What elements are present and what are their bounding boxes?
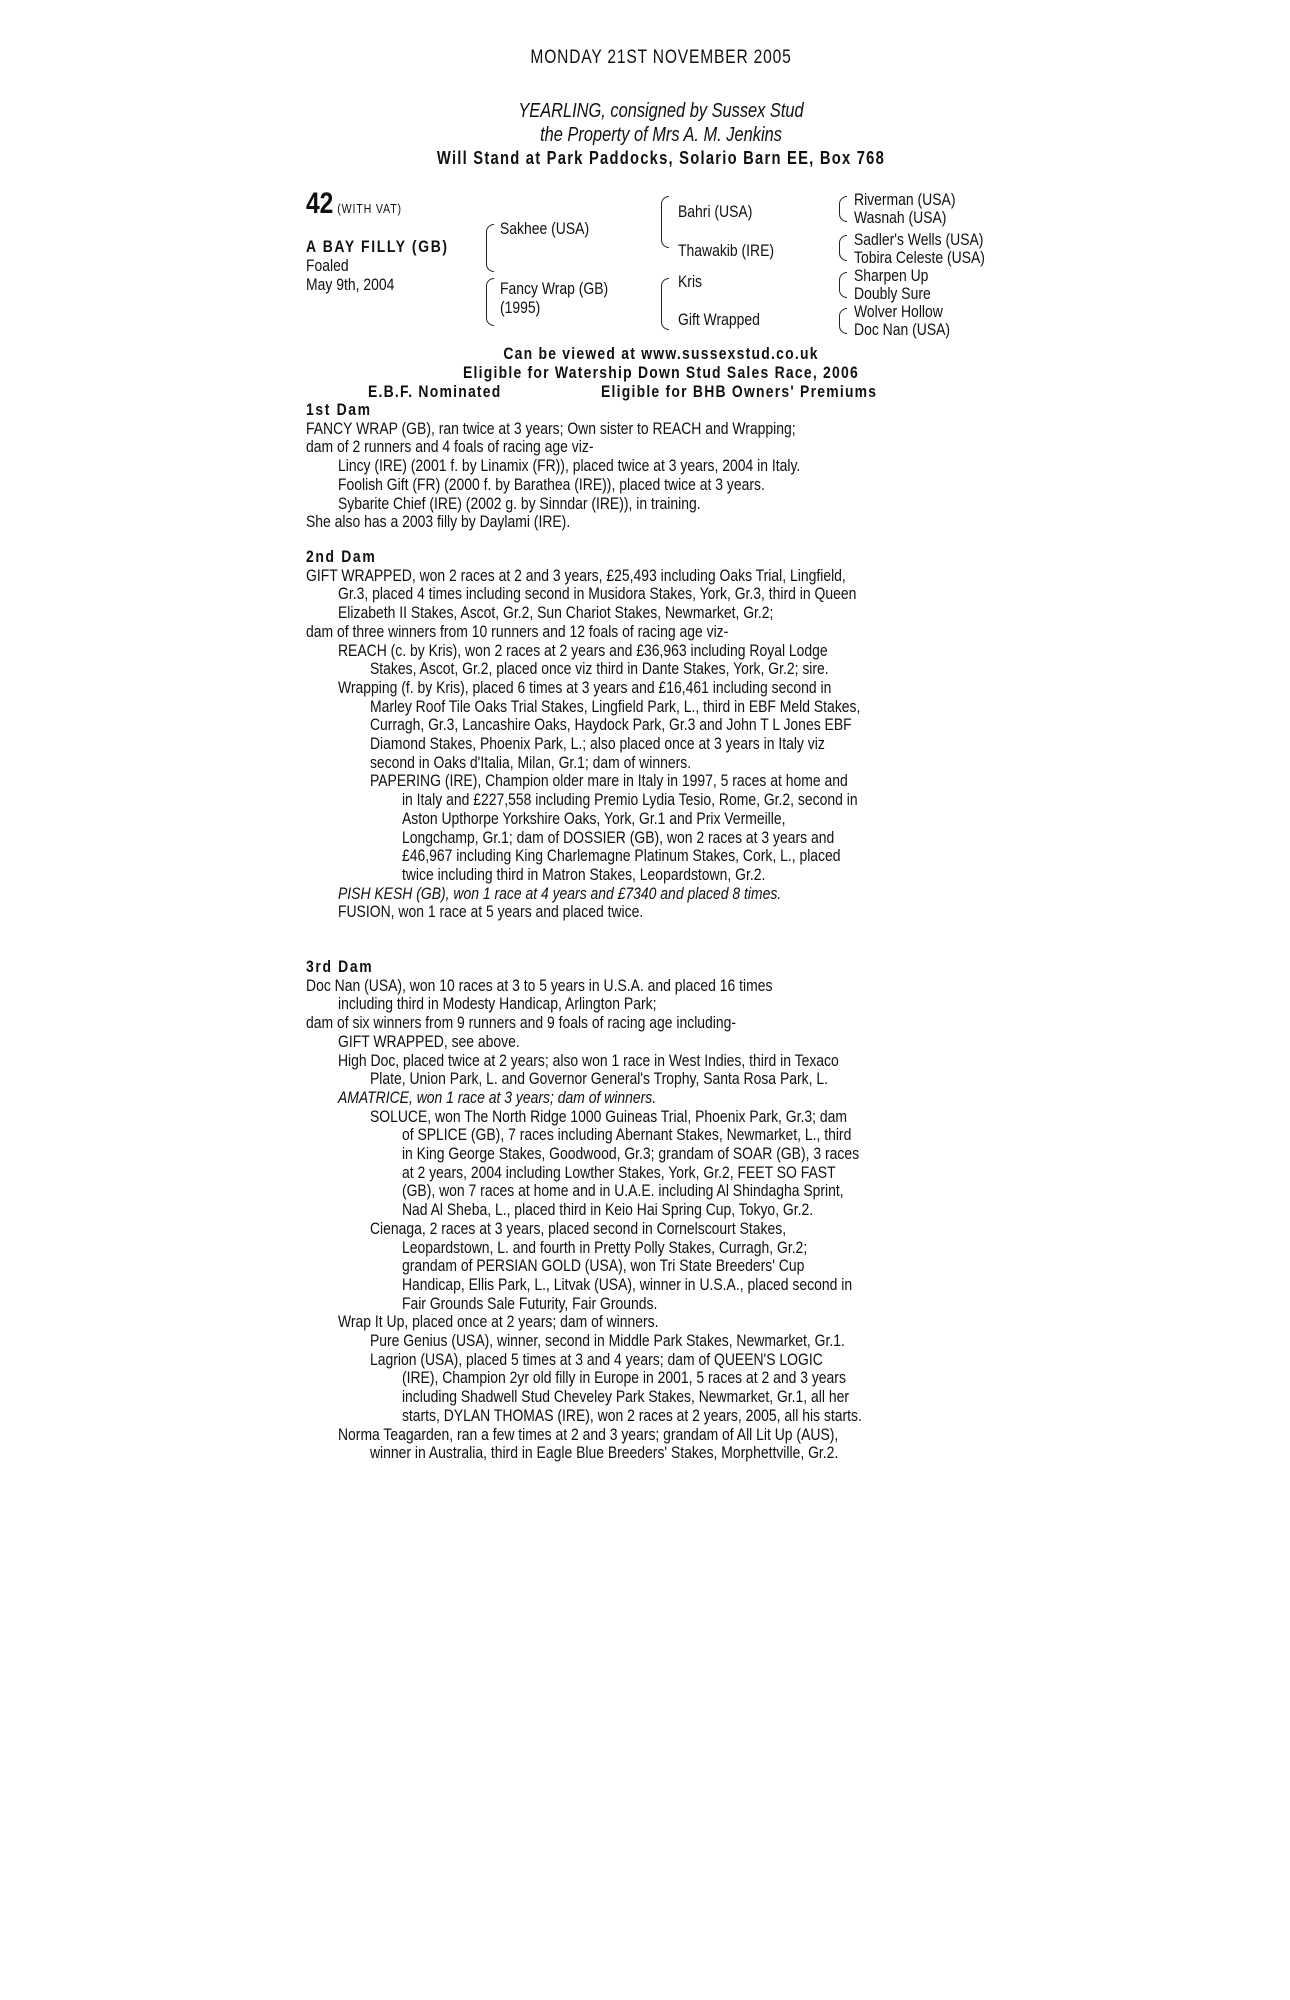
bracket-sd — [839, 235, 847, 261]
second-dam-heading: 2nd Dam — [306, 547, 377, 566]
dam-year: (1995) — [500, 298, 541, 317]
third-dam-line: SOLUCE, won The North Ridge 1000 Guineas Trial, Phoenix Park, Gr.3; dam — [369, 1106, 848, 1126]
sd-sire: Sadler's Wells (USA) — [854, 230, 984, 249]
third-dam-heading: 3rd Dam — [306, 957, 374, 976]
third-dam-line: starts, DYLAN THOMAS (IRE), won 2 races at 2 years, 2005, all his starts. — [401, 1405, 862, 1425]
bracket-sire — [486, 224, 494, 272]
ds-dam: Doubly Sure — [854, 284, 931, 303]
third-dam-line: at 2 years, 2004 including Lowther Stakes, York, Gr.2, FEET SO FAST — [401, 1162, 836, 1182]
third-dam-line: Wrap It Up, placed once at 2 years; dam of winners. — [337, 1312, 659, 1332]
second-dam-line: Gr.3, placed 4 times including second in Musidora Stakes, York, Gr.3, third in Queen — [337, 584, 857, 604]
bracket-dam — [486, 278, 494, 326]
second-dam-line: PISH KESH (GB), won 1 race at 4 years and £7340 and placed 8 times. — [337, 883, 782, 903]
eligible-watership: Eligible for Watership Down Stud Sales Race, 2006 — [463, 363, 859, 382]
second-dam-line: Marley Roof Tile Oaks Trial Stakes, Lingfield Park, L., third in EBF Meld Stakes, — [369, 696, 861, 716]
third-dam-line: AMATRICE, won 1 race at 3 years; dam of winners. — [337, 1087, 657, 1107]
third-dam-line: grandam of PERSIAN GOLD (USA), won Tri State Breeders' Cup — [401, 1256, 805, 1276]
viewing-note: Can be viewed at www.sussexstud.co.uk — [503, 344, 819, 363]
bhb-eligible: Eligible for BHB Owners' Premiums — [601, 382, 878, 401]
third-dam-line: Doc Nan (USA), won 10 races at 3 to 5 years in U.S.A. and placed 16 times — [306, 975, 773, 995]
bracket-ss — [839, 196, 847, 222]
consignment-line-1: YEARLING, consigned by Sussex Stud — [518, 100, 804, 122]
third-dam-line: Lagrion (USA), placed 5 times at 3 and 4 years; dam of QUEEN'S LOGIC — [369, 1349, 823, 1369]
vat-label: (WITH VAT) — [337, 201, 402, 216]
third-dam-line: including third in Modesty Handicap, Arlington Park; — [337, 994, 657, 1014]
third-dam-line: Pure Genius (USA), winner, second in Middle Park Stakes, Newmarket, Gr.1. — [369, 1331, 845, 1351]
bracket-dd — [839, 308, 847, 334]
bracket-dam-line — [661, 278, 669, 330]
third-dam-line: Leopardstown, L. and fourth in Pretty Polly Stakes, Curragh, Gr.2; — [401, 1237, 808, 1257]
third-dam-line: Nad Al Sheba, L., placed third in Keio Hai Spring Cup, Tokyo, Gr.2. — [401, 1200, 814, 1220]
lot-title: A BAY FILLY (GB) — [306, 237, 449, 256]
sire-sire: Bahri (USA) — [678, 202, 753, 221]
second-dam-line: in Italy and £227,558 including Premio Lydia Tesio, Rome, Gr.2, second in — [401, 790, 858, 810]
sd-dam: Tobira Celeste (USA) — [854, 248, 985, 267]
third-dam-section — [306, 958, 1019, 1463]
dam-name: Fancy Wrap (GB) — [500, 279, 609, 298]
first-dam-section — [306, 401, 1019, 532]
second-dam-line: FUSION, won 1 race at 5 years and placed twice. — [337, 902, 644, 922]
third-dam-line: GIFT WRAPPED, see above. — [337, 1031, 520, 1051]
second-dam-line: Wrapping (f. by Kris), placed 6 times at 3 years and £16,461 including second in — [337, 677, 832, 697]
sire-dam: Thawakib (IRE) — [678, 241, 775, 260]
second-dam-line: Curragh, Gr.3, Lancashire Oaks, Haydock Park, Gr.3 and John T L Jones EBF — [369, 715, 852, 735]
first-dam-line: FANCY WRAP (GB), ran twice at 3 years; Own sister to REACH and Wrapping; — [306, 418, 796, 438]
dam-dam: Gift Wrapped — [678, 310, 760, 329]
foaled-date: May 9th, 2004 — [306, 275, 395, 294]
lot-number-row — [306, 187, 402, 220]
third-dam-line: Fair Grounds Sale Futurity, Fair Grounds. — [401, 1293, 658, 1313]
dd-dam: Doc Nan (USA) — [854, 320, 951, 339]
second-dam-line: twice including third in Matron Stakes, Leopardstown, Gr.2. — [401, 864, 766, 884]
ss-sire: Riverman (USA) — [854, 190, 956, 209]
dd-sire: Wolver Hollow — [854, 302, 943, 321]
second-dam-line: GIFT WRAPPED, won 2 races at 2 and 3 years, £25,493 including Oaks Trial, Lingfield, — [306, 565, 846, 585]
third-dam-line: winner in Australia, third in Eagle Blue Breeders' Stakes, Morphettville, Gr.2. — [369, 1443, 839, 1463]
second-dam-line: PAPERING (IRE), Champion older mare in Italy in 1997, 5 races at home and — [369, 771, 848, 791]
sire-name: Sakhee (USA) — [500, 219, 590, 238]
second-dam-line: Stakes, Ascot, Gr.2, placed once viz third in Dante Stakes, York, Gr.2; sire. — [369, 659, 829, 679]
consignment-line-2: the Property of Mrs A. M. Jenkins — [540, 124, 782, 146]
sale-date: MONDAY 21ST NOVEMBER 2005 — [530, 47, 792, 68]
stand-location: Will Stand at Park Paddocks, Solario Barn EE, Box 768 — [436, 148, 886, 168]
first-dam-line: Foolish Gift (FR) (2000 f. by Barathea (IRE)), placed twice at 3 years. — [337, 474, 765, 494]
first-dam-line: Lincy (IRE) (2001 f. by Linamix (FR)), placed twice at 3 years, 2004 in Italy. — [337, 456, 801, 476]
dam-sire: Kris — [678, 272, 703, 291]
second-dam-line: REACH (c. by Kris), won 2 races at 2 years and £36,963 including Royal Lodge — [337, 640, 828, 660]
third-dam-line: of SPLICE (GB), 7 races including Abernant Stakes, Newmarket, L., third — [401, 1125, 852, 1145]
third-dam-line: (GB), won 7 races at home and in U.A.E. including Al Shindagha Sprint, — [401, 1181, 844, 1201]
first-dam-line: Sybarite Chief (IRE) (2002 g. by Sinndar (IRE)), in training. — [337, 493, 701, 513]
third-dam-line: Norma Teagarden, ran a few times at 2 and 3 years; grandam of All Lit Up (AUS), — [337, 1424, 839, 1444]
second-dam-line: Aston Upthorpe Yorkshire Oaks, York, Gr.1 and Prix Vermeille, — [401, 808, 786, 828]
foaled-label: Foaled — [306, 256, 349, 275]
second-dam-line: £46,967 including King Charlemagne Platinum Stakes, Cork, L., placed — [401, 846, 841, 866]
first-dam-line: She also has a 2003 filly by Daylami (IRE). — [306, 512, 571, 532]
third-dam-line: Cienaga, 2 races at 3 years, placed second in Cornelscourt Stakes, — [369, 1218, 787, 1238]
second-dam-line: Diamond Stakes, Phoenix Park, L.; also placed once at 3 years in Italy viz — [369, 734, 825, 754]
second-dam-line: Longchamp, Gr.1; dam of DOSSIER (GB), won 2 races at 3 years and — [401, 827, 835, 847]
second-dam-line: second in Oaks d'Italia, Milan, Gr.1; dam of winners. — [369, 752, 692, 772]
third-dam-line: in King George Stakes, Goodwood, Gr.3; grandam of SOAR (GB), 3 races — [401, 1144, 860, 1164]
third-dam-line: High Doc, placed twice at 2 years; also won 1 race in West Indies, third in Texaco — [337, 1050, 839, 1070]
ss-dam: Wasnah (USA) — [854, 208, 947, 227]
third-dam-line: (IRE), Champion 2yr old filly in Europe in 2001, 5 races at 2 and 3 years — [401, 1368, 846, 1388]
third-dam-line: dam of six winners from 9 runners and 9 foals of racing age including- — [306, 1013, 737, 1033]
bracket-sire-line — [661, 196, 669, 248]
second-dam-line: dam of three winners from 10 runners and 12 foals of racing age viz- — [306, 621, 729, 641]
lot-number: 42 — [306, 187, 334, 220]
bracket-ds — [839, 272, 847, 298]
first-dam-line: dam of 2 runners and 4 foals of racing age viz- — [306, 437, 594, 457]
second-dam-line: Elizabeth II Stakes, Ascot, Gr.2, Sun Chariot Stakes, Newmarket, Gr.2; — [337, 603, 774, 623]
third-dam-line: Plate, Union Park, L. and Governor General's Trophy, Santa Rosa Park, L. — [369, 1069, 828, 1089]
third-dam-line: including Shadwell Stud Cheveley Park Stakes, Newmarket, Gr.1, all her — [401, 1387, 850, 1407]
ebf-nominated: E.B.F. Nominated — [368, 382, 502, 401]
first-dam-heading: 1st Dam — [306, 400, 372, 419]
ds-sire: Sharpen Up — [854, 266, 929, 285]
third-dam-line: Handicap, Ellis Park, L., Litvak (USA), winner in U.S.A., placed second in — [401, 1274, 853, 1294]
second-dam-section — [306, 548, 1019, 922]
